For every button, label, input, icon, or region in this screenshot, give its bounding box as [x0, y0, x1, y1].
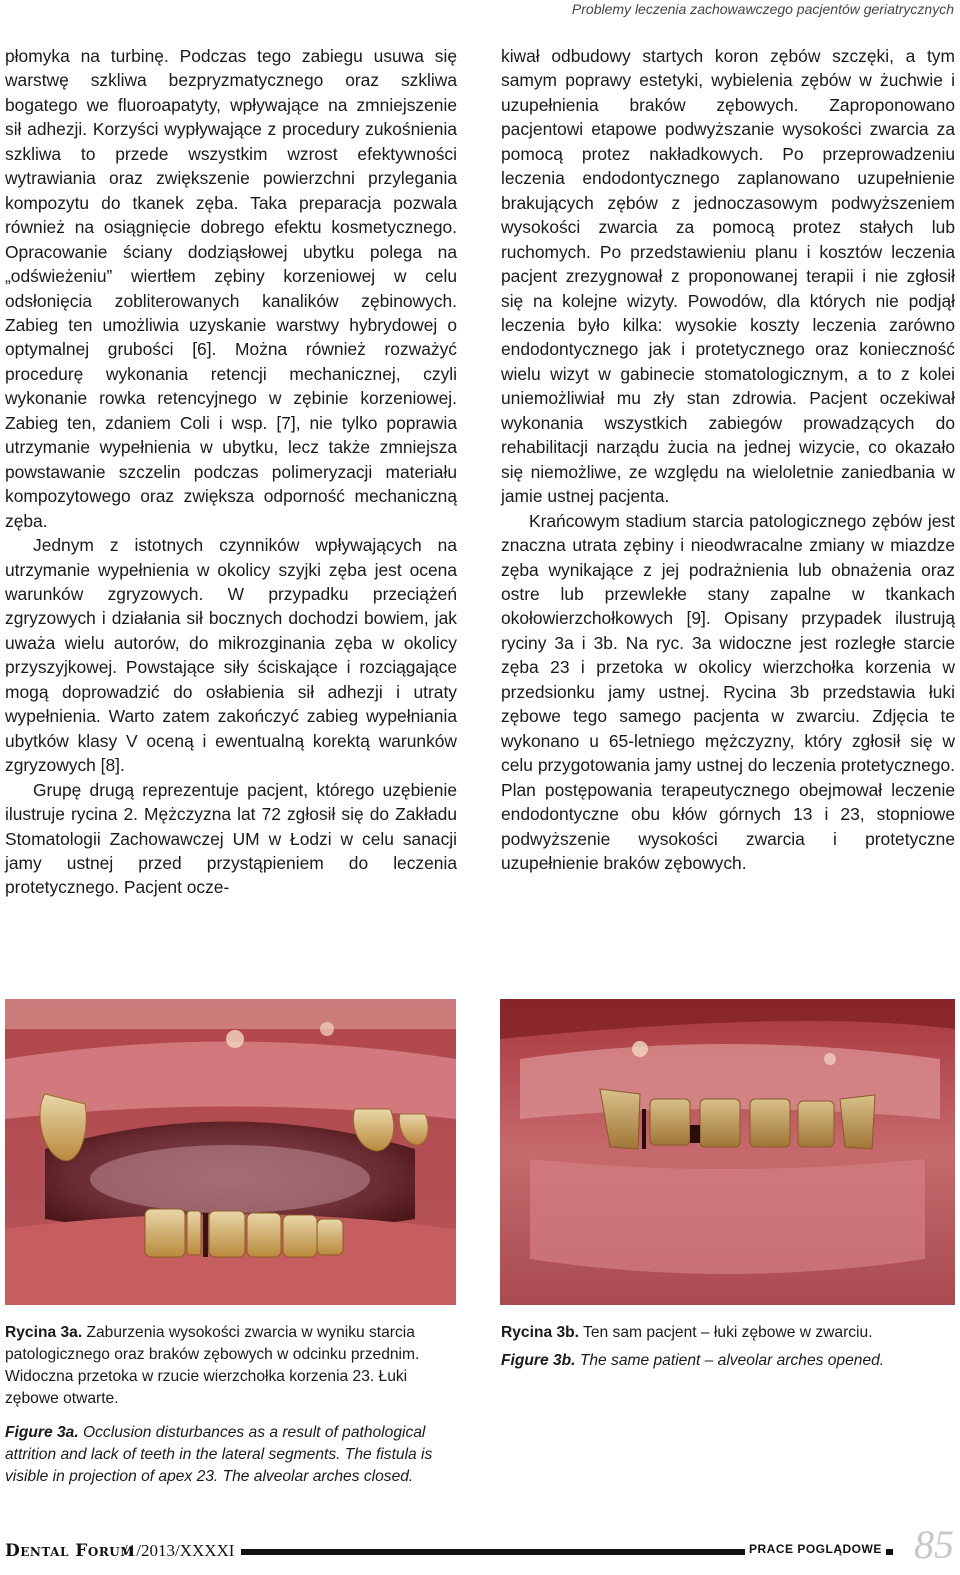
caption-polish: [501, 1322, 955, 1344]
figure-3b-caption: [501, 1322, 955, 1372]
caption-english: [501, 1350, 955, 1372]
running-head: Problemy leczenia zachowawczego pacjentów geriatrycznych: [571, 1, 954, 17]
figure-3a-photo: [5, 999, 456, 1305]
lower-teeth: [145, 1209, 343, 1257]
caption-polish: [5, 1322, 455, 1410]
issue-number: /1/2013/XXXXI: [123, 1541, 235, 1560]
journal-name: Dental Forum: [5, 1541, 135, 1561]
caption-label: Rycina 3b.: [501, 1324, 579, 1341]
paragraph: Jednym z istotnych czynników wpływających na utrzymanie wypełnienia w okolicy szyjki zęba jest ocena warunków zgryzowych. W przypadku przeciążeń zgryzowych i działania sił bocznych dochodzi bowiem, jak uważa wielu autorów, do mikrozginania zęba w okolicy przyszyjkowej. Powstające siły ściskające i rozciągające mogą doprowadzić do osłabienia sił adhezji i utraty wypełnienia. Warto zatem zakończyć zabieg wypełniania ubytków klasy V oceną i ewentualną korektą warunków zgryzowych [8].: [5, 535, 457, 776]
paragraph: Grupę drugą reprezentuje pacjent, którego uzębienie ilustruje rycina 2. Mężczyzna lat 72 zgłosił się do Zakładu Stomatologii Zachowawczej UM w Łodzi w celu sanacji jamy ustnej przed przystąpieniem do leczenia protetycznego. Pacjent ocze-: [5, 779, 457, 898]
left-column: [5, 44, 457, 900]
paragraph: kiwał odbudowy startych koron zębów szczęki, a tym samym poprawy estetyki, wybielenia zębów w żuchwie i uzupełnienia braków zębowych. Zaproponowano pacjentowi etapowe podwyższanie wysokości zwarcia za pomocą protez nakładkowych. Po przeprowadzeniu leczenia endodontycznego zaplanowano uzupełnienie brakujących zębów z jednoczasowym podwyższeniem wysokości zwarcia za pomocą protez stałych lub ruchomych. Po przedstawieniu planu i kosztów leczenia pacjent zrezygnował z proponowanej terapii i nie zgłosił się na kolejne wizyty. Powodów, dla których nie podjął leczenia było kilka: wysokie koszty leczenia zarówno endodontycznego jak i protetycznego oraz konieczność wielu wizyt w gabinecie stomatologicznym, a to z kolei uniemożliwiał mu zły stan zdrowia. Pacjent oczekiwał wykonania wszystkich zabiegów prowadzących do rehabilitacji narządu żucia na jednej wizycie, co okazało się niemożliwe, ze względu na wieloletnie zaniedbania w jamie ustnej pacjenta.: [501, 46, 955, 507]
right-column: [501, 44, 955, 875]
figure-3a-caption: [5, 1322, 455, 1488]
figure-3b-photo: [500, 999, 955, 1305]
caption-text: Ten sam pacjent – łuki zębowe w zwarciu.: [579, 1324, 873, 1341]
caption-label: Figure 3b.: [501, 1352, 576, 1369]
caption-label: Rycina 3a.: [5, 1324, 83, 1341]
dental-photo-closed-arches: [500, 999, 955, 1305]
caption-text: The same patient – alveolar arches opened.: [575, 1352, 885, 1369]
dental-photo-open-arches: [5, 999, 456, 1305]
section-label: PRACE POGLĄDOWE: [745, 1543, 886, 1555]
caption-text: Zaburzenia wysokości zwarcia w wyniku starcia patologicznego oraz braków zębowych w odcinku przednim. Widoczna przetoka w rzucie wierzchołka korzenia 23. Łuki zębowe otwarte.: [5, 1324, 420, 1407]
caption-label: Figure 3a.: [5, 1424, 79, 1441]
paragraph: Krańcowym stadium starcia patologicznego zębów jest znaczna utrata zębiny i nieodwracalne zmiany w miazdze zęba wynikające z jej podrażnienia lub obnażenia oraz ostre lub przewlekłe stany zapalne w tkankach okołowierzchołkowych [9]. Opisany przypadek ilustrują ryciny 3a i 3b. Na ryc. 3a widoczne jest rozległe starcie zęba 23 i przetoka w okolicy wierzchołka korzenia w przedsionku jamy ustnej. Rycina 3b przedstawia łuki zębowe tego samego pacjenta w zwarciu. Zdjęcia te wykonano u 65-letniego mężczyzny, który zgłosił się w celu przygotowania jamy ustnej do leczenia protetycznego. Plan postępowania terapeutycznego obejmował leczenie endodontyczne obu kłów górnych 13 i 23, stopniowe podwyższenie wysokości zwarcia i protetyczne uzupełnienie braków zębowych.: [501, 510, 955, 873]
page-footer: [5, 1522, 960, 1567]
paragraph: płomyka na turbinę. Podczas tego zabiegu usuwa się warstwę szkliwa bezpryzmatycznego oraz szkliwa bogatego we fluoroapatyty, wpływające na zmniejszenie sił adhezji. Korzyści wypływające z procedury zukośnienia szkliwa to przede wszystkim wzrost efektywności wytrawiania oraz zwiększenie powierzchni przylegania kompozytu do tkanek zęba. Taka preparacja pozwala również na osiągnięcie dobrego efektu kosmetycznego. Opracowanie ściany dodziąsłowej ubytku polega na „odświeżeniu” wiertłem zębiny korzeniowej w celu odsłonięcia zobliterowanych kanalików zębinowych. Zabieg ten umożliwia uzyskanie warstwy hybrydowej o optymalnej grubości [6]. Można również rozważyć procedurę wykonania retencji mechanicznej, czyli wykonanie rowka retencyjnego w zębinie korzeniowej. Zabieg ten, zdaniem Coli i wsp. [7], nie tylko poprawia utrzymanie wypełnienia w ubytku, lecz także zmniejsza powstawanie szczelin podczas polimeryzacji materiału kompozytowego oraz zwiększa odporność mechaniczną zęba.: [5, 46, 457, 531]
page-number: 85: [914, 1522, 954, 1567]
caption-english: [5, 1422, 455, 1488]
caption-text: Occlusion disturbances as a result of pathological attrition and lack of teeth in the lateral segments. The fistula is visible in projection of apex 23. The alveolar arches closed.: [5, 1424, 433, 1485]
